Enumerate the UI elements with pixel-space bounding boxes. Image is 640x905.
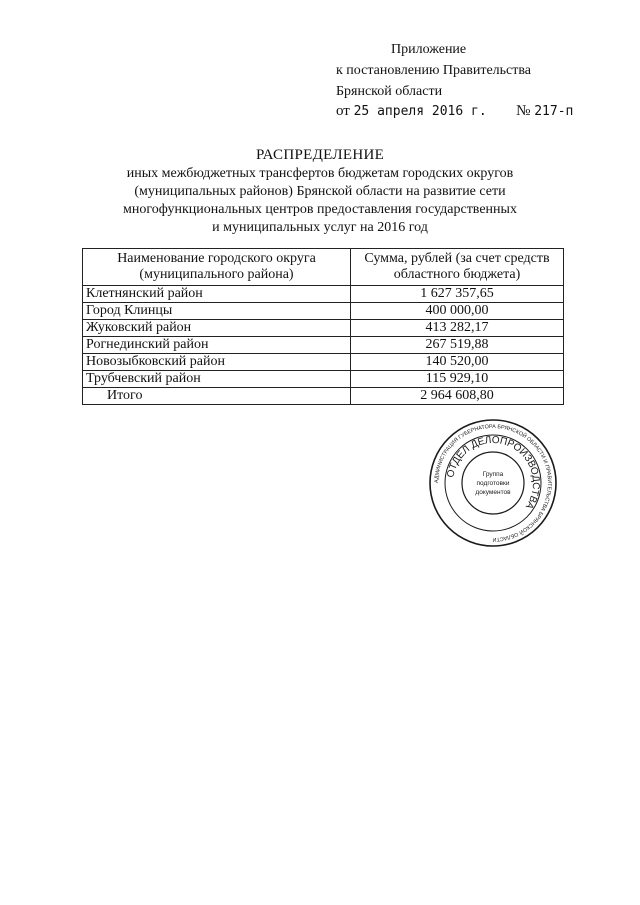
row-amount: 115 929,10 <box>351 371 564 388</box>
row-district-name: Новозыбковский район <box>83 354 351 371</box>
title-heading: РАСПРЕДЕЛЕНИЕ <box>255 147 385 163</box>
appendix-label: Приложение <box>391 42 467 57</box>
row-district-name: Жуковский район <box>83 320 351 337</box>
total-amount: 2 964 608,80 <box>351 388 564 405</box>
title-line-2: (муниципальных районов) Брянской области на развитие сети <box>134 184 506 199</box>
stamp-center-line-3: документов <box>475 489 511 496</box>
table-row <box>83 337 564 354</box>
row-amount: 140 520,00 <box>351 354 564 371</box>
header-district-name: Наименование городского округа (муниципального района) <box>83 249 351 286</box>
table-row <box>83 354 564 371</box>
row-district-name: Трубчевский район <box>83 371 351 388</box>
department-stamp <box>428 418 558 548</box>
row-amount: 413 282,17 <box>351 320 564 337</box>
decree-number: 217-п <box>534 104 574 119</box>
appendix-header <box>0 0 640 120</box>
stamp-center-line-1: Группа <box>482 471 504 478</box>
title-line-3: многофункциональных центров предоставления государственных <box>123 202 517 217</box>
table-header-row <box>83 249 564 286</box>
stamp-center-line-2: подготовки <box>476 480 510 487</box>
row-district-name: Город Клинцы <box>83 303 351 320</box>
row-amount: 267 519,88 <box>351 337 564 354</box>
number-prefix: № <box>516 103 531 119</box>
document-title <box>80 146 560 237</box>
appendix-decree-line: к постановлению Правительства <box>336 63 532 78</box>
row-district-name: Рогнединский район <box>83 337 351 354</box>
row-district-name: Клетнянский район <box>83 286 351 303</box>
stamp-department-text: ОТДЕЛ ДЕЛОПРОИЗВОДСТВА <box>445 434 542 511</box>
row-amount: 1 627 357,65 <box>351 286 564 303</box>
stamp-ring-text: АДМИНИСТРАЦИЯ ГУБЕРНАТОРА БРЯНСКОЙ ОБЛАСТИ И ПРАВИТЕЛЬСТВА БРЯНСКОЙ ОБЛАСТИ <box>433 423 553 543</box>
appendix-date-number-line <box>336 103 573 120</box>
date-prefix: от <box>336 103 350 119</box>
header-amount: Сумма, рублей (за счет средств областного бюджета) <box>351 249 564 286</box>
row-amount: 400 000,00 <box>351 303 564 320</box>
table-row <box>83 371 564 388</box>
total-label: Итого <box>83 388 351 405</box>
distribution-table <box>82 248 564 405</box>
table-row <box>83 303 564 320</box>
appendix-region-line: Брянской области <box>336 84 443 99</box>
decree-date: 25 апреля 2016 г. <box>353 104 487 119</box>
table-row <box>83 320 564 337</box>
title-line-1: иных межбюджетных трансфертов бюджетам городских округов <box>126 166 514 181</box>
table-row <box>83 286 564 303</box>
title-line-4: и муниципальных услуг на 2016 год <box>212 220 428 235</box>
table-total-row <box>83 388 564 405</box>
